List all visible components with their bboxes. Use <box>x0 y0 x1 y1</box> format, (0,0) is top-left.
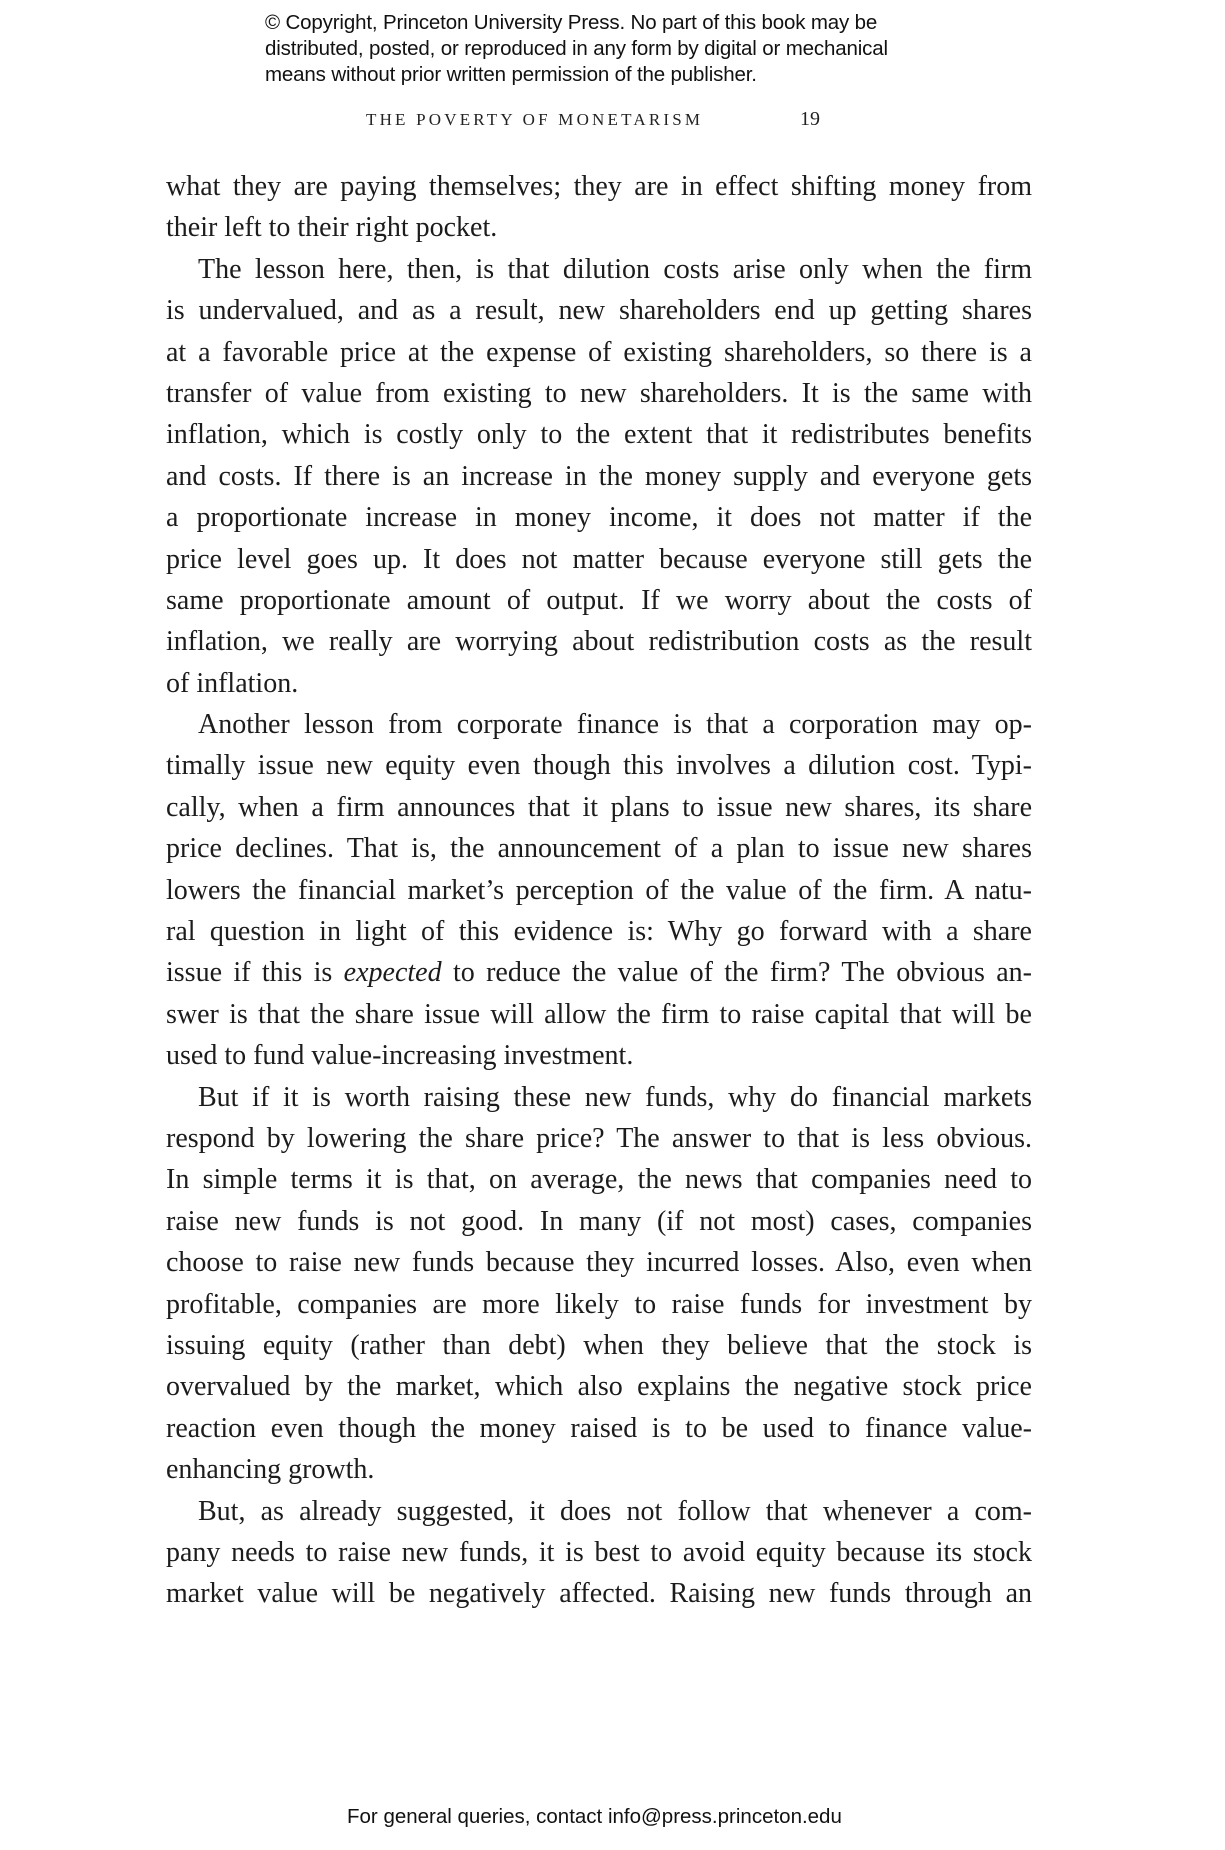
text-line: price level goes up. It does not matter because everyone still gets the <box>166 543 1032 575</box>
text-line: In simple terms it is that, on average, the news that companies need to <box>166 1164 1032 1196</box>
text-line: enhancing growth. <box>166 1454 375 1486</box>
text-line: inflation, which is costly only to the extent that it redistributes benefits <box>166 419 1032 451</box>
text-line: lowers the financial market’s perception of the value of the firm. A natu- <box>166 874 1032 906</box>
text-line: market value will be negatively affected. Raising new funds through an <box>166 1578 1032 1610</box>
footer-contact: For general queries, contact info@press.princeton.edu <box>347 1805 842 1828</box>
page-number: 19 <box>800 108 820 130</box>
paragraph <box>166 166 1032 249</box>
text-line: swer is that the share issue will allow the firm to raise capital that will be <box>166 998 1032 1030</box>
paragraph <box>166 249 1032 704</box>
text-line: is undervalued, and as a result, new shareholders end up getting shares <box>166 295 1032 327</box>
text-line: issuing equity (rather than debt) when they believe that the stock is <box>166 1329 1032 1361</box>
running-head <box>366 108 820 130</box>
text-line: Another lesson from corporate finance is that a corporation may op- <box>198 709 1032 741</box>
paragraph <box>166 1491 1032 1615</box>
text-line: But if it is worth raising these new funds, why do financial markets <box>198 1081 1032 1113</box>
text-line: what they are paying themselves; they are in effect shifting money from <box>166 171 1032 202</box>
text-line: pany needs to raise new funds, it is best to avoid equity because its stock <box>166 1536 1032 1568</box>
text-run: issue if this is <box>166 957 344 989</box>
text-line: of inflation. <box>166 667 299 699</box>
text-line: profitable, companies are more likely to raise funds for investment by <box>166 1288 1032 1320</box>
text-line: same proportionate amount of output. If we worry about the costs of <box>166 584 1032 616</box>
text-line: a proportionate increase in money income, it does not matter if the <box>166 502 1032 534</box>
copyright-line: © Copyright, Princeton University Press. No part of this book may be <box>265 11 878 34</box>
paragraph <box>166 1077 1032 1491</box>
text-line: inflation, we really are worrying about redistribution costs as the result <box>166 626 1032 658</box>
text-line: price declines. That is, the announcement of a plan to issue new shares <box>166 833 1032 865</box>
paragraph <box>166 704 1032 1077</box>
text-line: used to fund value-increasing investment. <box>166 1040 634 1072</box>
text-line: their left to their right pocket. <box>166 212 498 244</box>
text-line: But, as already suggested, it does not follow that whenever a com- <box>198 1495 1032 1527</box>
text-line: timally issue new equity even though this involves a dilution cost. Typi- <box>166 750 1032 782</box>
text-line: transfer of value from existing to new shareholders. It is the same with <box>166 377 1032 409</box>
text-line: and costs. If there is an increase in the money supply and everyone gets <box>166 460 1032 492</box>
text-line <box>166 952 1032 993</box>
text-line: cally, when a firm announces that it plans to issue new shares, its share <box>166 791 1032 823</box>
text-line: The lesson here, then, is that dilution costs arise only when the firm <box>198 253 1032 285</box>
copyright-notice <box>265 10 985 88</box>
body-text <box>166 166 1032 1615</box>
text-line: choose to raise new funds because they incurred losses. Also, even when <box>166 1247 1032 1279</box>
copyright-line: distributed, posted, or reproduced in any form by digital or mechanical <box>265 37 888 60</box>
copyright-line: means without prior written permission of the publisher. <box>265 63 757 86</box>
text-line: reaction even though the money raised is to be used to finance value- <box>166 1412 1032 1444</box>
text-run: to reduce the value of the firm? The obvious an- <box>441 957 1033 989</box>
text-line: at a favorable price at the expense of existing shareholders, so there is a <box>166 336 1032 368</box>
text-line: respond by lowering the share price? The answer to that is less obvious. <box>166 1122 1032 1154</box>
emphasized-word: expected <box>343 957 442 989</box>
text-line: ral question in light of this evidence is: Why go forward with a share <box>166 916 1032 948</box>
text-line: overvalued by the market, which also explains the negative stock price <box>166 1371 1032 1403</box>
running-head-title: THE POVERTY OF MONETARISM <box>366 110 704 129</box>
text-line: raise new funds is not good. In many (if not most) cases, companies <box>166 1205 1032 1237</box>
